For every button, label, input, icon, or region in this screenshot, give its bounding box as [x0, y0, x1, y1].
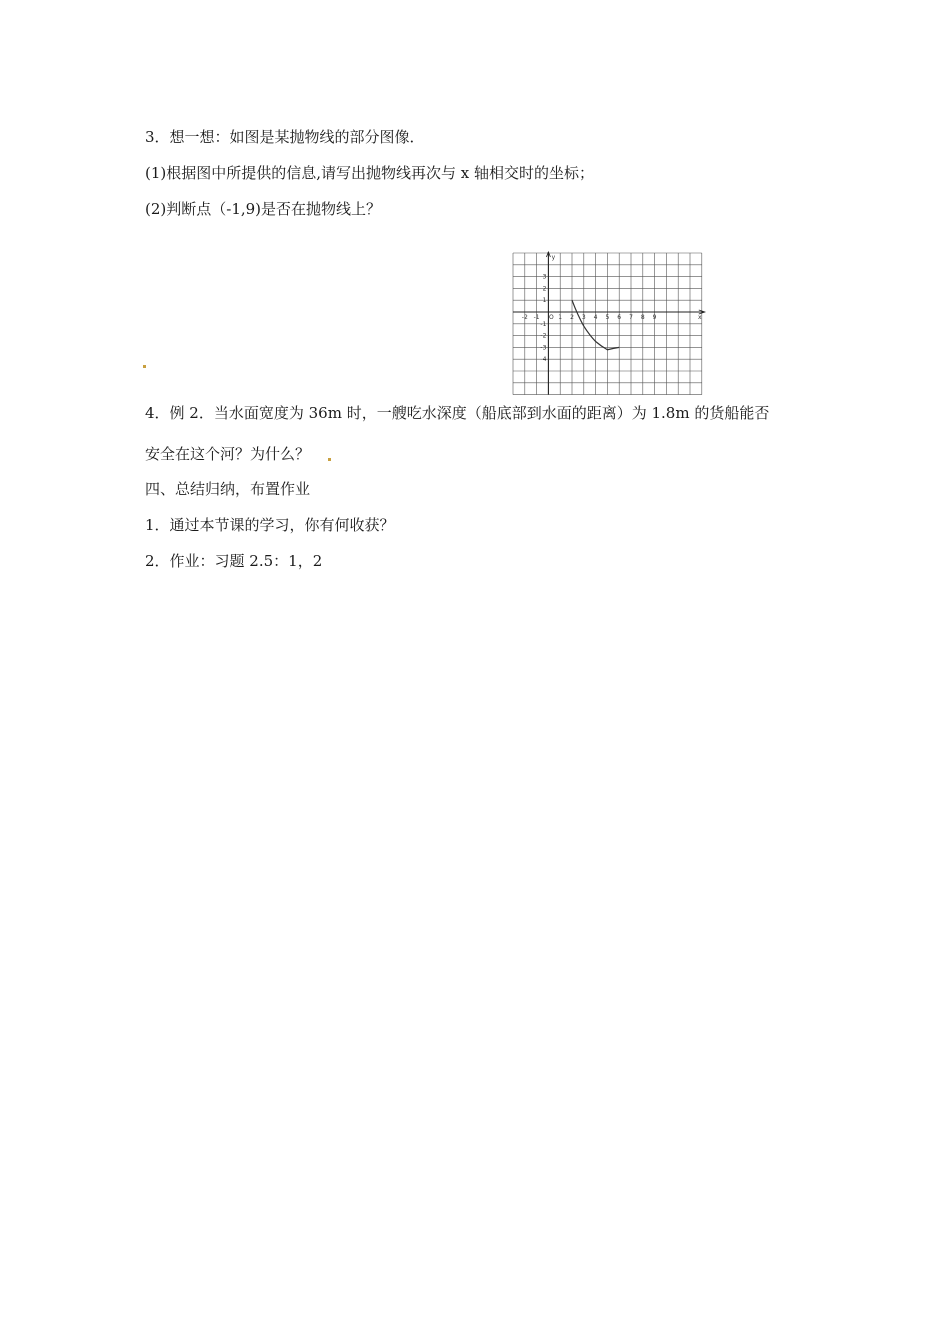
question-4-line-1: 4．例 2．当水面宽度为 36m 时，一艘吃水深度（船底部到水面的距离）为 1.8m 的货船能否 — [145, 404, 770, 422]
x-axis-label: x — [698, 314, 702, 321]
y-tick-label: 2 — [542, 285, 547, 293]
x-tick-label: 6 — [617, 314, 622, 321]
x-tick-label: -2 — [521, 314, 528, 321]
question-3-title: 3．想一想：如图是某抛物线的部分图像． — [145, 128, 425, 146]
summary-item-1: 1．通过本节课的学习，你有何收获？ — [145, 516, 395, 534]
y-tick-label: -2 — [540, 332, 547, 340]
x-tick-label: 2 — [570, 314, 574, 321]
summary-item-2: 2．作业：习题 2.5：1，2 — [145, 552, 323, 570]
question-4-line-2 — [145, 444, 310, 464]
y-tick-label: 1 — [542, 297, 547, 305]
parabola-grid-figure — [510, 250, 700, 393]
x-tick-label: 1 — [558, 314, 563, 321]
question-3-part-2: (2)判断点（-1,9)是否在抛物线上？ — [145, 200, 382, 218]
y-axis-label: y — [551, 254, 556, 261]
x-tick-label: 8 — [640, 314, 645, 321]
x-tick-label: 4 — [593, 314, 598, 321]
y-tick-label: -3 — [540, 344, 547, 352]
question-4-line-2-text: 安全在这个河？为什么？ — [145, 445, 311, 463]
x-tick-label: -1 — [533, 314, 540, 321]
y-tick-label: 3 — [542, 273, 547, 281]
x-tick-label: 5 — [605, 314, 610, 321]
question-3-part-1: (1)根据图中所提供的信息,请写出抛物线再次与 x 轴相交时的坐标； — [145, 164, 595, 182]
stray-mark — [328, 458, 331, 461]
x-tick-label: 9 — [652, 314, 657, 321]
x-tick-label: 7 — [629, 314, 633, 321]
y-tick-label: -1 — [540, 320, 547, 328]
stray-mark — [143, 365, 146, 368]
x-tick-label: 3 — [581, 314, 586, 321]
y-tick-label: -4 — [540, 356, 547, 364]
section-4-heading: 四、总结归纳，布置作业 — [145, 480, 311, 498]
origin-label: O — [549, 314, 554, 321]
